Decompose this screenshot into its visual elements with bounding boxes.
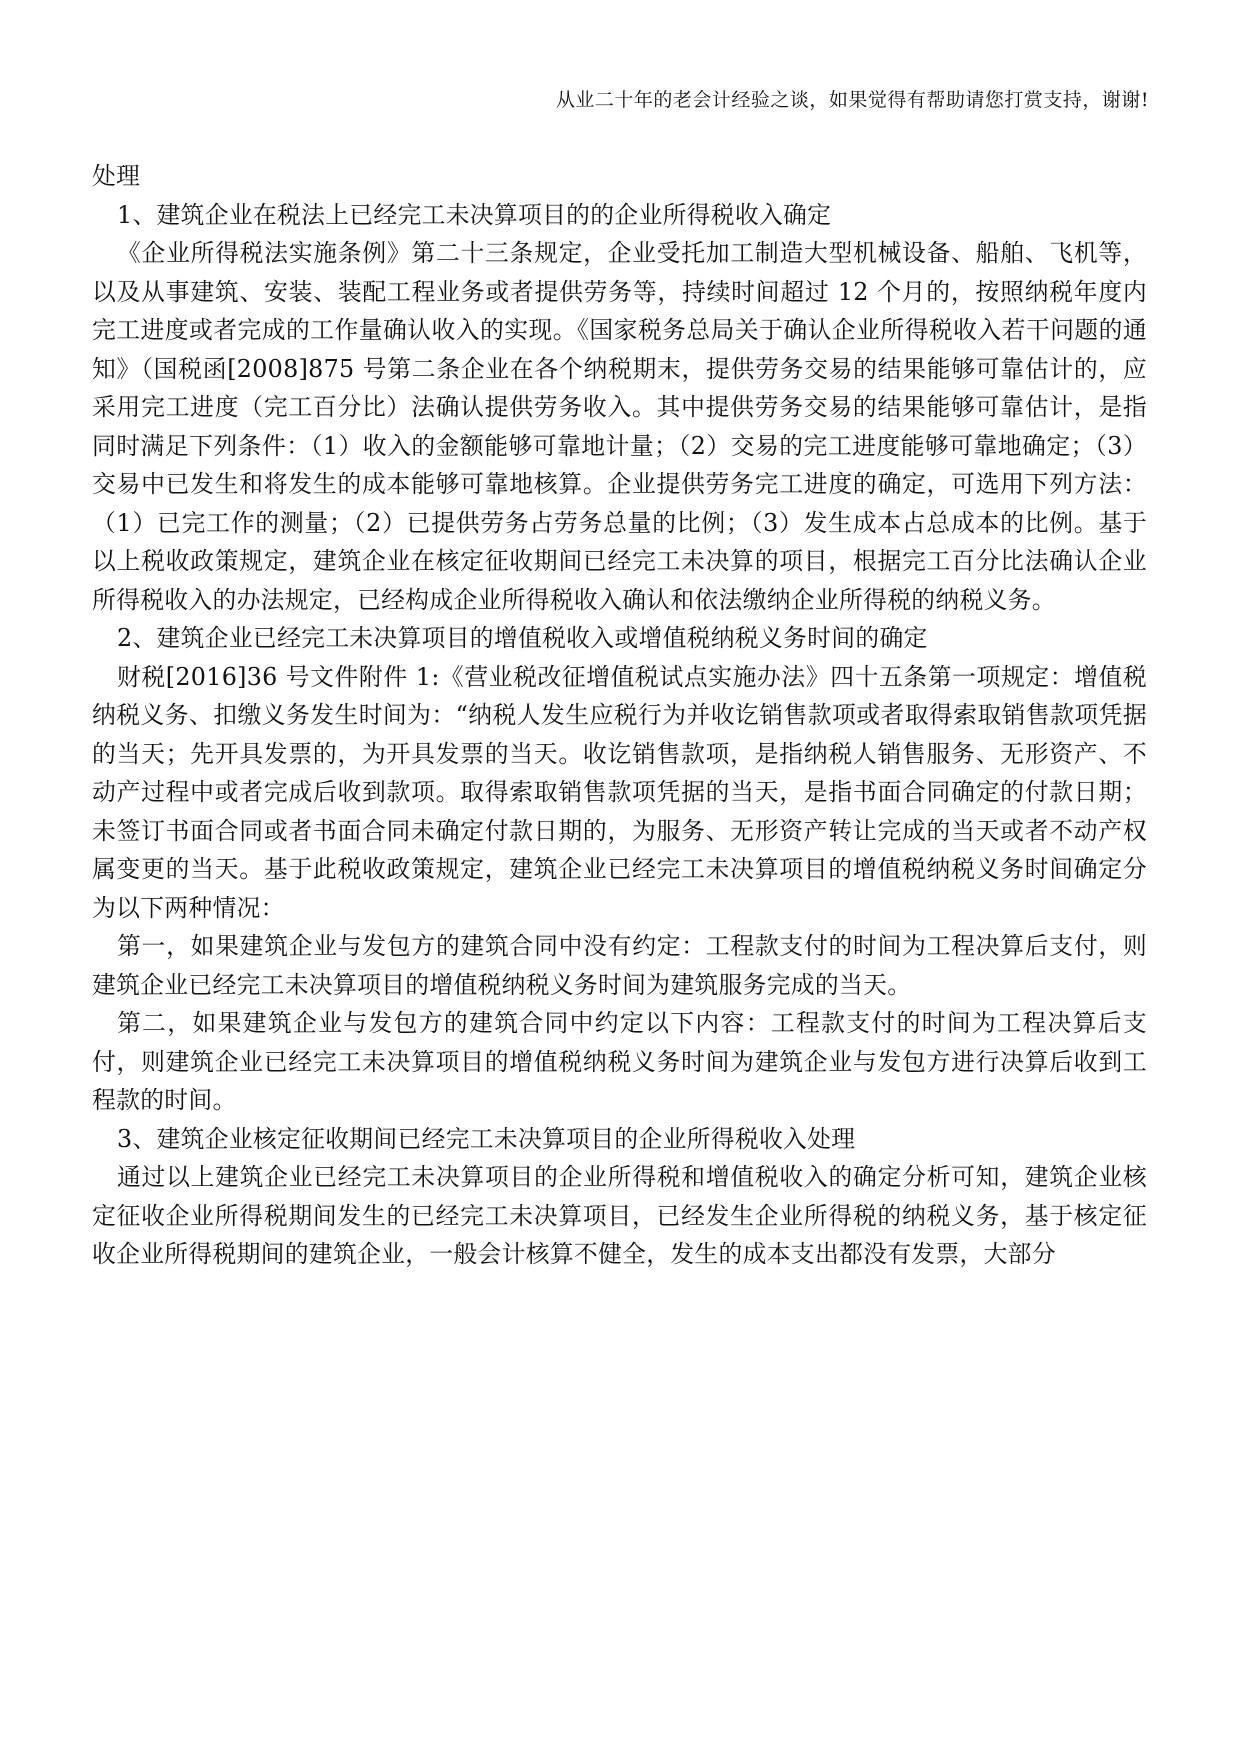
header-note: 从业二十年的老会计经验之谈，如果觉得有帮助请您打赏支持，谢谢! <box>555 89 1149 111</box>
paragraph: 第一，如果建筑企业与发包方的建筑合同中没有约定：工程款支付的时间为工程决算后支付，则建筑企业已经完工未决算项目的增值税纳税义务时间为建筑服务完成的当天。 <box>92 932 1147 999</box>
document-body <box>92 157 1147 1274</box>
section-heading: 1、建筑企业在税法上已经完工未决算项目的的企业所得税收入确定 <box>117 200 832 229</box>
paragraph: 处理 <box>92 162 141 190</box>
section-heading: 2、建筑企业已经完工未决算项目的增值税收入或增值税纳税义务时间的确定 <box>117 624 928 652</box>
paragraph: 第二，如果建筑企业与发包方的建筑合同中约定以下内容：工程款支付的时间为工程决算后支付，则建筑企业已经完工未决算项目的增值税纳税义务时间为建筑企业与发包方进行决算后收到工程款的时间。 <box>92 1009 1147 1114</box>
paragraph: 通过以上建筑企业已经完工未决算项目的企业所得税和增值税收入的确定分析可知，建筑企业核定征收企业所得税期间发生的已经完工未决算项目，已经发生企业所得税的纳税义务，基于核定征收企业所得税期间的建筑企业，一般会计核算不健全，发生的成本支出都没有发票，大部分 <box>92 1163 1147 1268</box>
section-heading: 3、建筑企业核定征收期间已经完工未决算项目的企业所得税收入处理 <box>117 1124 856 1153</box>
paragraph: 财税[2016]36 号文件附件 1:《营业税改征增值税试点实施办法》四十五条第一项规定：增值税纳税义务、扣缴义务发生时间为：“纳税人发生应税行为并收讫销售款项或者取得索取销售款项凭据的当天；先开具发票的，为开具发票的当天。收讫销售款项，是指纳税人销售服务、无形资产、不动产过程中或者完成后收到款项。取得索取销售款项凭据的当天，是指书面合同确定的付款日期；未签订书面合同或者书面合同未确定付款日期的，为服务、无形资产转让完成的当天或者不动产权属变更的当天。基于此税收政策规定，建筑企业已经完工未决算项目的增值税纳税义务时间确定分为以下两种情况： <box>92 662 1147 922</box>
paragraph: 《企业所得税法实施条例》第二十三条规定，企业受托加工制造大型机械设备、船舶、飞机等，以及从事建筑、安装、装配工程业务或者提供劳务等，持续时间超过 12 个月的，按照纳税年度内完工进度或者完成的工作量确认收入的实现。《国家税务总局关于确认企业所得税收入若干问题的通知》（国税函[2008]875 号第二条企业在各个纳税期末，提供劳务交易的结果能够可靠估计的，应采用完工进度（完工百分比）法确认提供劳务收入。其中提供劳务交易的结果能够可靠估计，是指同时满足下列条件：（1）收入的金额能够可靠地计量；（2）交易的完工进度能够可靠地确定；（3）交易中已发生和将发生的成本能够可靠地核算。企业提供劳务完工进度的确定，可选用下列方法：（1）已完工作的测量；（2）已提供劳务占劳务总量的比例；（3）发生成本占总成本的比例。基于以上税收政策规定，建筑企业在核定征收期间已经完工未决算的项目，根据完工百分比法确认企业所得税收入的办法规定，已经构成企业所得税收入确认和依法缴纳企业所得税的纳税义务。 <box>92 239 1147 614</box>
